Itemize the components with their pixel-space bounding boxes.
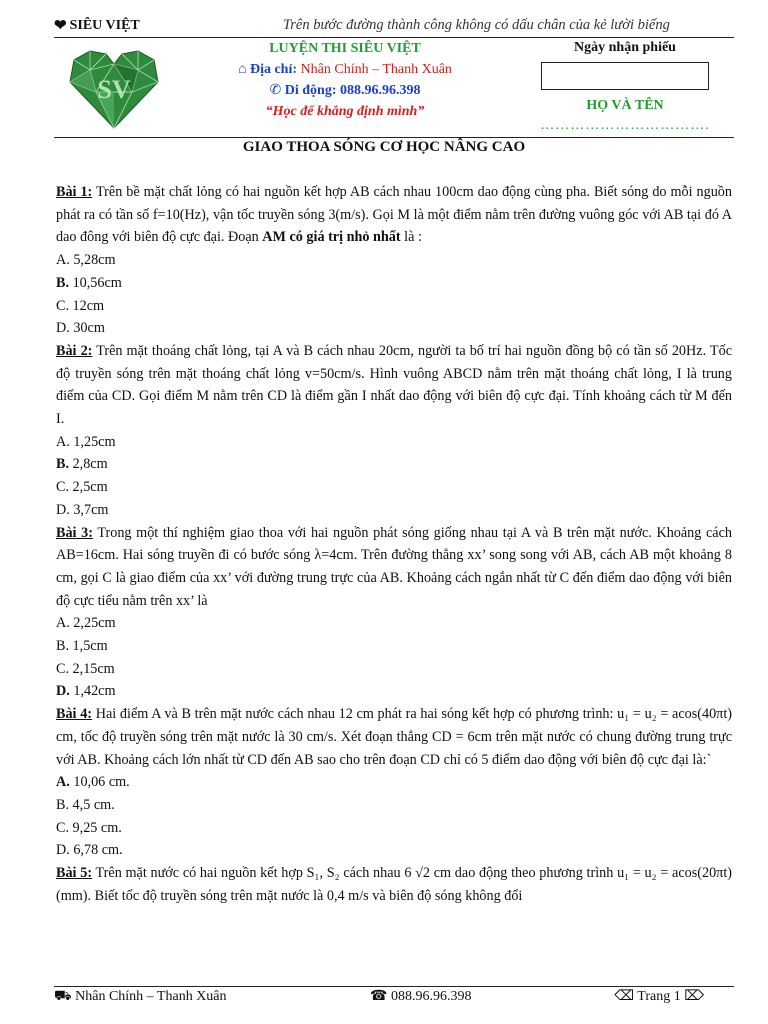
question-text: Trên mặt thoáng chất lỏng, tại A và B cách nhau 20cm, người ta bố trí hai nguồn đồng bộ có tần số 20Hz. Tốc độ truyền sóng trên mặt thoáng chất lỏng v=50cm/s. Hình vuông ABCD nằm trên mặt thoáng chất lỏng, I là trung điểm của CD. Gọi điểm M nằm trên CD là điểm gần I nhất dao động với biên độ cực đại. Tính khoảng cách từ M đến I. <box>56 342 732 428</box>
question-text-end: là : <box>400 229 422 246</box>
page-title: GIAO THOA SÓNG CƠ HỌC NÂNG CAO <box>242 139 526 155</box>
answer-option[interactable]: C. 9,25 cm. <box>56 819 122 836</box>
question-text: Trên mặt nước có hai nguồn kết hợp S₁, S₂ cách nhau 6 √2 cm dao động theo phương trình u₁ = u₂ = acos(20πt) (mm). Biết tốc độ truyền sóng trên mặt nước là 0,4 m/s và biên độ sóng không đổi <box>56 865 732 904</box>
answer-option[interactable]: C. 2,15cm <box>56 660 115 677</box>
question-label: Bài 3: <box>56 524 93 541</box>
home-icon: ⌂ <box>238 62 247 77</box>
phone-icon: ✆ <box>269 83 282 98</box>
date-field[interactable] <box>541 62 709 90</box>
svg-text:SV: SV <box>97 75 131 104</box>
option-text: 10,06 cm. <box>69 774 130 791</box>
question-highlight: AM có giá trị nhỏ nhất <box>262 229 401 246</box>
brand <box>54 16 140 35</box>
answer-option[interactable] <box>56 453 732 476</box>
car-icon: ⛟ <box>54 989 72 1004</box>
name-label: HỌ VÀ TÊN <box>586 98 664 113</box>
info-divider <box>54 137 734 138</box>
option-letter: B. <box>56 456 70 473</box>
question-label: Bài 1: <box>56 184 93 200</box>
school-name: LUYỆN THI SIÊU VIỆT <box>269 41 421 56</box>
answer-option[interactable]: D. 6,78 cm. <box>56 842 123 859</box>
answer-option[interactable] <box>56 272 732 295</box>
student-info <box>538 38 712 134</box>
date-label: Ngày nhận phiếu <box>574 40 676 55</box>
answer-option[interactable]: D. 30cm <box>56 320 105 337</box>
name-field[interactable]: ……………………………. <box>540 118 710 133</box>
question <box>56 181 732 249</box>
answer-option[interactable]: B. 1,5cm <box>56 638 108 655</box>
motto: Trên bước đường thành công không có dấu chân của kẻ lười biếng <box>283 17 670 33</box>
footer <box>54 988 734 1008</box>
answer-option[interactable]: B. 4,5 cm. <box>56 796 115 813</box>
question-label: Bài 5: <box>56 865 93 882</box>
answer-option[interactable]: C. 12cm <box>56 297 105 314</box>
question <box>56 703 732 771</box>
phone-line <box>205 80 485 101</box>
center-info <box>205 38 485 122</box>
address-line <box>205 59 485 80</box>
answer-option[interactable]: A. 5,28cm <box>56 252 116 269</box>
next-page-icon[interactable]: ⌦ <box>684 989 704 1004</box>
answer-option[interactable] <box>56 771 732 794</box>
question-text: Trong một thí nghiệm giao thoa với hai nguồn phát sóng giống nhau tại A và B trên mặt nước. Khoảng cách AB=16cm. Hai sóng truyền đi có bước sóng λ=4cm. Trên đường thẳng xx’ song song với AB, cách AB một khoảng 8 cm, gọi C là giao điểm của xx’ với đường trung trực của AB. Khoảng cách ngắn nhất từ C đến điểm dao động với biên độ cực tiểu nằm trên xx’ là <box>56 524 732 609</box>
option-letter: D. <box>56 683 70 700</box>
address-value: Nhân Chính – Thanh Xuân <box>300 62 452 77</box>
answer-option[interactable]: C. 2,5cm <box>56 479 108 496</box>
question-label: Bài 2: <box>56 342 93 359</box>
top-header <box>54 16 734 36</box>
question <box>56 522 732 613</box>
heart-logo-icon <box>66 48 162 130</box>
heart-icon: ❤ <box>54 18 67 34</box>
answer-option[interactable]: A. 2,25cm <box>56 615 116 632</box>
footer-address <box>54 988 227 1006</box>
option-text: 2,8cm <box>69 456 108 473</box>
footer-address-text: Nhân Chính – Thanh Xuân <box>75 989 227 1004</box>
option-letter: B. <box>56 274 70 291</box>
prev-page-icon[interactable]: ⌫ <box>614 989 635 1004</box>
answer-option[interactable]: A. 1,25cm <box>56 433 116 450</box>
question <box>56 862 732 907</box>
option-text: 10,56cm <box>69 274 122 291</box>
brand-name: SIÊU VIỆT <box>69 17 140 33</box>
footer-phone: ☎ 088.96.96.398 <box>370 989 472 1004</box>
footer-page <box>614 988 704 1005</box>
slogan: “Học để khẳng định mình” <box>265 104 425 119</box>
answer-option[interactable] <box>56 680 732 703</box>
question-text: Hai điểm A và B trên mặt nước cách nhau 12 cm phát ra hai sóng kết hợp có phương trình: u₁ = u₂ = acos(40πt) cm, tốc độ truyền sóng trên mặt nước là 30 cm/s. Xét đoạn thẳng CD = 6cm trên mặt nước có chung đường trung trực với AB. Khoảng cách lớn nhất từ CD đến AB sao cho trên đoạn CD chỉ có 5 điểm dao động với biên độ cực đại là:` <box>56 706 732 768</box>
answer-option[interactable]: D. 3,7cm <box>56 501 109 518</box>
question-text: Trên bề mặt chất lỏng có hai nguồn kết hợp AB cách nhau 100cm dao động cùng pha. Biết sóng do mỗi nguồn phát ra có tần số f=10(Hz), vận tốc truyền sóng 3(m/s). Gọi M là một điểm nằm trên đường vuông góc với AB tại đó A dao đông với biên độ cực đại. Đoạn <box>56 184 732 246</box>
page-number: Trang 1 <box>637 989 681 1004</box>
phone-number: Di động: 088.96.96.398 <box>284 83 421 98</box>
address-label: Địa chỉ: <box>249 62 298 77</box>
question-list <box>56 181 732 908</box>
question <box>56 340 732 431</box>
option-text: 1,42cm <box>69 683 116 700</box>
option-letter: A. <box>56 774 70 791</box>
footer-divider <box>54 986 734 987</box>
question-label: Bài 4: <box>56 706 93 723</box>
